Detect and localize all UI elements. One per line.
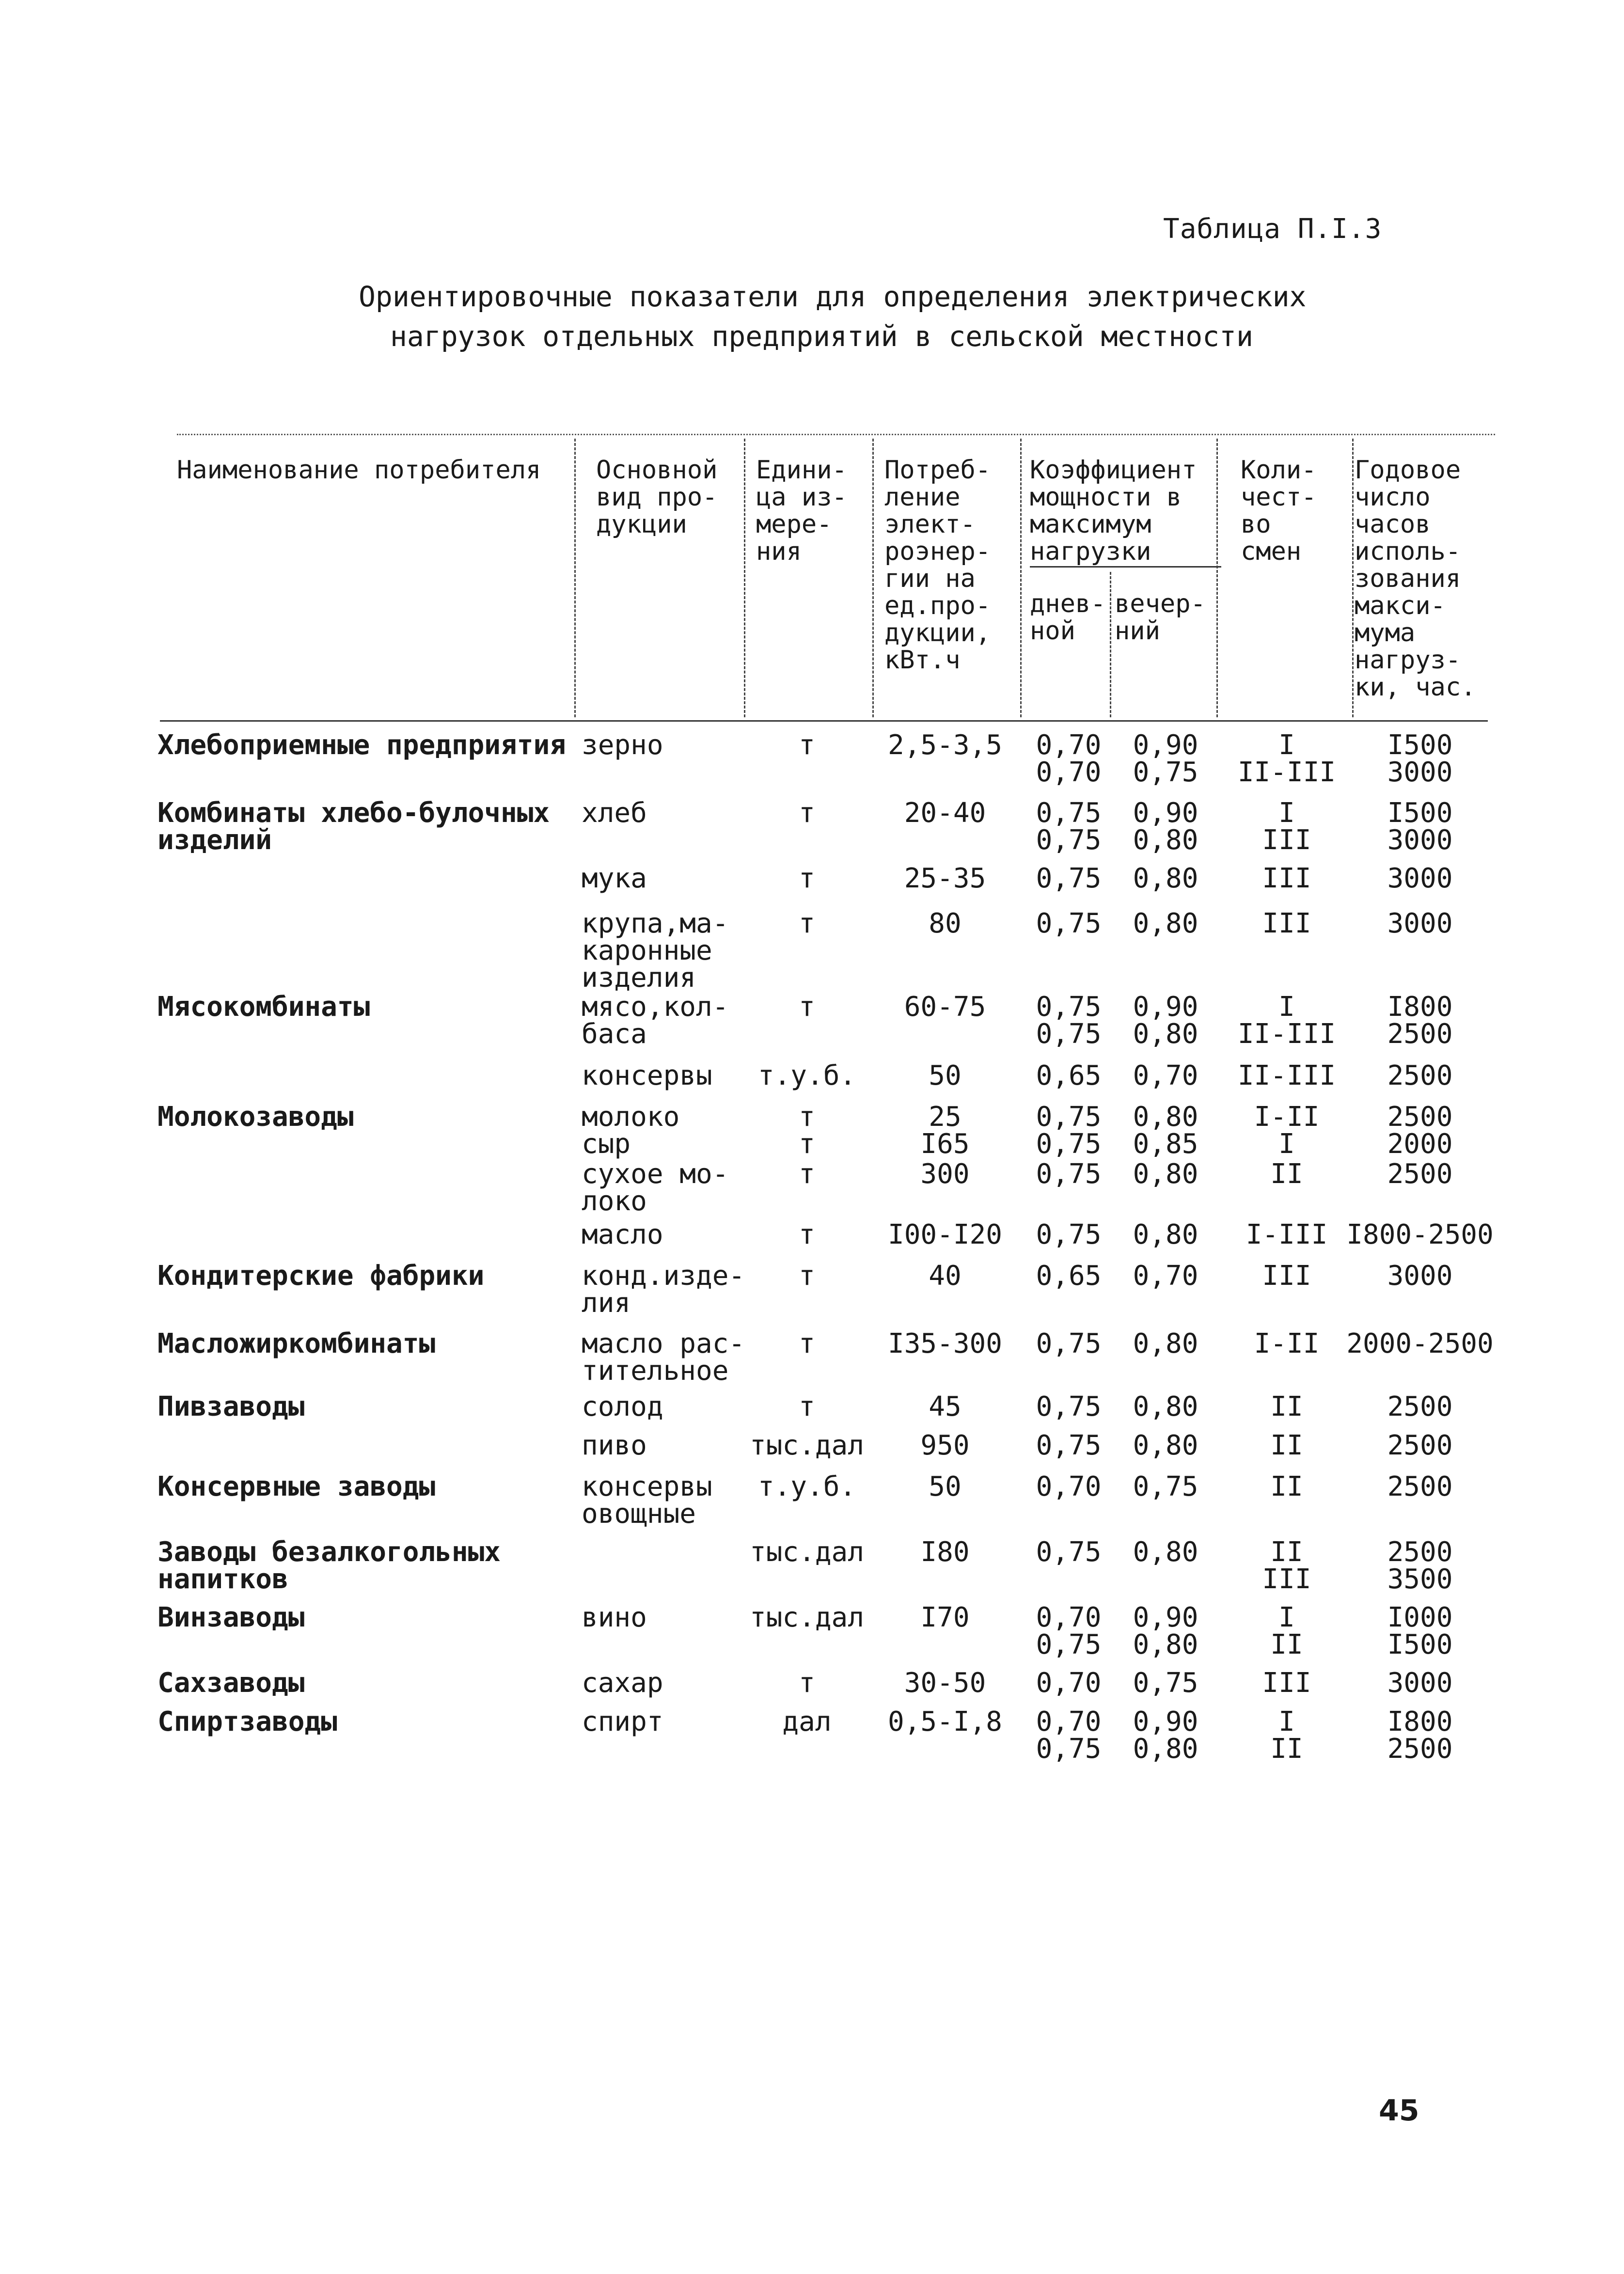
cell-consumption: 80 [929,908,962,939]
cell-shifts: III [1262,1667,1311,1699]
cell-product: спирт [582,1706,663,1737]
cell-shifts: II [1270,1158,1303,1190]
cell-hours: 3000 [1387,1260,1453,1292]
cell-name: Спиртзаводы [158,1706,337,1737]
header-name: Наименование потребителя [177,456,541,485]
cell-evening: 0,80 [1133,1536,1198,1568]
cell-day: 0,75 [1036,863,1102,894]
cell-product: сухое мо- локо [582,1158,729,1217]
cell-name: Консервные заводы [158,1471,436,1502]
cell-unit: т.у.б. [757,1471,856,1502]
cell-hours: I800-2500 [1346,1219,1494,1250]
cell-shifts: I II [1270,1602,1303,1660]
cell-unit: т [799,908,815,939]
cell-hours: 3000 [1387,1667,1453,1699]
cell-day: 0,75 [1036,1328,1102,1359]
cell-name: Молокозаводы [158,1101,354,1133]
cell-day: 0,70 0,70 [1036,729,1102,788]
cell-consumption: 40 [929,1260,962,1292]
cell-product: конд.изде- лия [582,1260,745,1319]
cell-consumption: 50 [929,1471,962,1502]
cell-consumption: 45 [929,1391,962,1422]
header-coefficient: Коэффициент мощности в максимум нагрузки [1030,456,1197,566]
cell-hours: 2500 3500 [1387,1536,1453,1595]
cell-day: 0,75 0,75 [1036,991,1102,1050]
col-divider-6 [1352,439,1354,717]
cell-unit: т [799,1219,815,1250]
cell-unit: т.у.б. [757,1060,856,1091]
cell-consumption: 20-40 [904,797,986,829]
cell-shifts: II-III [1237,1060,1336,1091]
cell-hours: 3000 [1387,863,1453,894]
cell-evening: 0,80 [1133,1391,1198,1422]
cell-name: Сахзаводы [158,1667,305,1699]
cell-day: 0,75 [1036,1430,1102,1461]
cell-hours: 2500 [1387,1471,1453,1502]
cell-name: Мясокомбинаты [158,991,370,1023]
cell-name: Кондитерские фабрики [158,1260,485,1292]
cell-consumption: 50 [929,1060,962,1091]
cell-evening: 0,90 0,80 [1133,1602,1198,1660]
cell-shifts: I II [1270,1706,1303,1765]
cell-hours: 2500 [1387,1158,1453,1190]
cell-consumption: 60-75 [904,991,986,1023]
cell-product: сахар [582,1667,663,1699]
cell-name: Хлебоприемные предприятия [158,729,566,761]
cell-product: масло рас- тительное [582,1328,745,1387]
cell-evening: 0,90 0,80 [1133,1706,1198,1765]
cell-product: молоко сыр [582,1101,680,1160]
cell-shifts: II [1270,1430,1303,1461]
cell-consumption: I00-I20 [887,1219,1002,1250]
cell-unit: тыс.дал [749,1536,864,1568]
cell-shifts: III [1262,863,1311,894]
header-shifts: Коли- чест- во смен [1241,456,1317,566]
cell-day: 0,70 0,75 [1036,1602,1102,1660]
table-title-line2: нагрузок отдельных предприятий в сельской местности [390,320,1253,353]
cell-hours: I500 3000 [1387,797,1453,856]
cell-evening: 0,90 0,80 [1133,797,1198,856]
cell-unit: т [799,1667,815,1699]
cell-day: 0,75 [1036,1219,1102,1250]
cell-day: 0,65 [1036,1260,1102,1292]
header-product: Основной вид про- дукции [596,456,718,539]
cell-evening: 0,80 [1133,1328,1198,1359]
cell-product: мука [582,863,647,894]
cell-shifts: II [1270,1471,1303,1502]
cell-product: хлеб [582,797,647,829]
cell-name: Комбинаты хлебо-булочных изделий [158,797,550,856]
cell-unit: т [799,1391,815,1422]
cell-day: 0,75 [1036,908,1102,939]
page-number: 45 [1379,2094,1419,2128]
cell-evening: 0,80 [1133,1219,1198,1250]
col-divider-4 [1020,439,1022,717]
cell-shifts: III [1262,1260,1311,1292]
cell-day: 0,75 [1036,1536,1102,1568]
cell-name: Масложиркомбинаты [158,1328,436,1359]
cell-shifts: I II-III [1237,729,1336,788]
cell-product: мясо,кол- баса [582,991,729,1050]
cell-shifts: I II-III [1237,991,1336,1050]
cell-day: 0,70 0,75 [1036,1706,1102,1765]
cell-hours: 2000-2500 [1346,1328,1494,1359]
cell-hours: 2500 [1387,1391,1453,1422]
cell-unit: т [799,729,815,761]
cell-product: вино [582,1602,647,1633]
cell-hours: I800 2500 [1387,1706,1453,1765]
col-divider-2 [744,439,745,717]
cell-product: пиво [582,1430,647,1461]
table-top-rule [177,434,1495,435]
cell-day: 0,75 0,75 [1036,1101,1102,1160]
cell-unit: т [799,991,815,1023]
cell-consumption: 2,5-3,5 [887,729,1002,761]
cell-day: 0,70 [1036,1471,1102,1502]
cell-shifts: II III [1262,1536,1311,1595]
cell-shifts: I-II I [1254,1101,1320,1160]
cell-day: 0,75 0,75 [1036,797,1102,856]
cell-unit: дал [782,1706,832,1737]
cell-evening: 0,75 [1133,1471,1198,1502]
cell-product: крупа,ма- каронные изделия [582,908,729,994]
cell-consumption: 30-50 [904,1667,986,1699]
cell-evening: 0,90 0,80 [1133,991,1198,1050]
cell-hours: I000 I500 [1387,1602,1453,1660]
cell-day: 0,75 [1036,1158,1102,1190]
table-header-bottom-rule [160,720,1488,722]
cell-name: Винзаводы [158,1602,305,1633]
cell-product: консервы овощные [582,1471,712,1530]
cell-day: 0,75 [1036,1391,1102,1422]
cell-consumption: I70 [920,1602,970,1633]
cell-unit: т [799,1260,815,1292]
cell-product: масло [582,1219,663,1250]
col-divider-day-evening [1110,572,1111,717]
cell-unit: тыс.дал [749,1602,864,1633]
cell-shifts: I-III [1246,1219,1328,1250]
cell-consumption: 300 [920,1158,970,1190]
cell-unit: т [799,1158,815,1190]
cell-unit: т [799,797,815,829]
col-divider-1 [574,439,576,717]
cell-consumption: 25 I65 [920,1101,970,1160]
cell-day: 0,70 [1036,1667,1102,1699]
cell-shifts: III [1262,908,1311,939]
header-hours: Годовое число часов исполь- зования макси- мума нагруз- ки, час. [1355,456,1476,702]
coef-subheader-rule [1030,566,1221,568]
cell-evening: 0,70 [1133,1060,1198,1091]
cell-hours: 2500 2000 [1387,1101,1453,1160]
table-number: Таблица П.I.3 [1163,213,1382,245]
cell-evening: 0,80 [1133,908,1198,939]
col-divider-3 [872,439,874,717]
cell-shifts: I III [1262,797,1311,856]
cell-hours: 2500 [1387,1060,1453,1091]
cell-hours: I500 3000 [1387,729,1453,788]
cell-hours: 2500 [1387,1430,1453,1461]
cell-consumption: 950 [920,1430,970,1461]
cell-evening: 0,90 0,75 [1133,729,1198,788]
cell-hours: I800 2500 [1387,991,1453,1050]
cell-shifts: I-II [1254,1328,1320,1359]
cell-unit: т [799,863,815,894]
cell-consumption: 25-35 [904,863,986,894]
cell-evening: 0,80 [1133,1158,1198,1190]
cell-name: Заводы безалкогольных напитков [158,1536,501,1595]
cell-consumption: I80 [920,1536,970,1568]
cell-evening: 0,70 [1133,1260,1198,1292]
cell-evening: 0,80 0,85 [1133,1101,1198,1160]
cell-product: консервы [582,1060,712,1091]
cell-hours: 3000 [1387,908,1453,939]
cell-consumption: 0,5-I,8 [887,1706,1002,1737]
cell-unit: т [799,1328,815,1359]
header-day: днев- ной [1030,589,1106,646]
table-title-line1: Ориентировочные показатели для определения электрических [359,280,1307,313]
cell-consumption: I35-300 [887,1328,1002,1359]
cell-unit: тыс.дал [749,1430,864,1461]
cell-day: 0,65 [1036,1060,1102,1091]
cell-product: зерно [582,729,663,761]
cell-name: Пивзаводы [158,1391,305,1422]
col-divider-5 [1216,439,1218,717]
cell-evening: 0,80 [1133,1430,1198,1461]
cell-unit: т т [799,1101,815,1160]
header-consumption: Потреб- ление элект- роэнер- гии на ед.про- дукции, кВт.ч [884,456,991,675]
cell-evening: 0,75 [1133,1667,1198,1699]
cell-product: солод [582,1391,663,1422]
header-unit: Едини- ца из- мере- ния [756,456,847,566]
cell-shifts: II [1270,1391,1303,1422]
header-evening: вечер- ний [1115,589,1206,646]
cell-evening: 0,80 [1133,863,1198,894]
